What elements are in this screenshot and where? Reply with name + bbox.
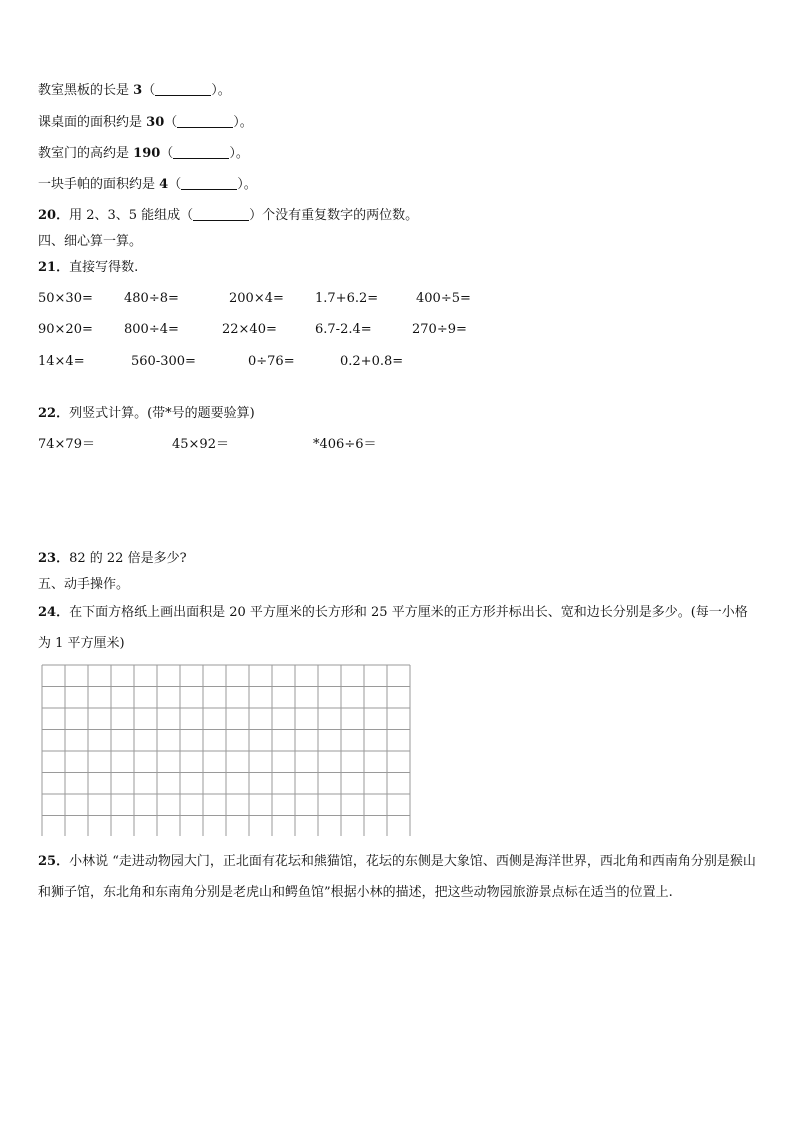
- question-text: ）个没有重复数字的两位数。: [249, 208, 419, 223]
- paren-close: ）。: [237, 177, 257, 192]
- estimate-number: 4: [159, 177, 169, 192]
- vertical-calc-item: 74×79＝: [38, 437, 95, 452]
- answer-blank[interactable]: [173, 145, 229, 159]
- estimate-prefix: 课桌面的面积约是: [38, 115, 143, 130]
- section-4-heading: 四、细心算一算。: [38, 234, 143, 249]
- paren-close: ）。: [229, 146, 249, 161]
- calc-item: 6.7-2.4=: [315, 322, 372, 337]
- question-text: 在下面方格纸上画出面积是 20 平方厘米的长方形和 25 平方厘米的正方形并标出长、宽和边长分别是多少。(每一小格为 1 平方厘米): [38, 605, 748, 651]
- calc-item: 0÷76=: [248, 354, 295, 369]
- calc-item: 50×30=: [38, 291, 93, 306]
- question-23: [38, 550, 187, 568]
- calc-item: 480÷8=: [124, 291, 179, 306]
- calc-item: 0.2+0.8=: [340, 354, 404, 369]
- question-21: [38, 259, 138, 277]
- paren-open: （: [168, 177, 182, 192]
- question-20: [38, 207, 418, 225]
- estimate-line-2: [38, 114, 253, 132]
- question-number: 22．: [38, 406, 70, 421]
- square-grid-paper[interactable]: [41, 664, 413, 836]
- calc-item: 22×40=: [222, 322, 277, 337]
- paren-open: （: [142, 83, 156, 98]
- estimate-number: 190: [133, 146, 161, 161]
- calc-item: 90×20=: [38, 322, 93, 337]
- paren-open: （: [164, 115, 178, 130]
- question-text: 小林说 “走进动物园大门，正北面有花坛和熊猫馆，花坛的东侧是大象馆、西侧是海洋世界，西北角和西南角分别是猴山和狮子馆，东北角和东南角分别是老虎山和鳄鱼馆”根据小林的描述，把这些动物园旅游景点标在适当的位置上.: [38, 854, 756, 900]
- question-text: 直接写得数.: [69, 260, 139, 275]
- paren-open: （: [160, 146, 174, 161]
- calc-item: 270÷9=: [412, 322, 467, 337]
- calc-item: 560-300=: [131, 354, 196, 369]
- estimate-number: 3: [133, 83, 143, 98]
- paren-close: ）。: [233, 115, 253, 130]
- estimate-line-3: [38, 145, 249, 163]
- question-number: 23．: [38, 551, 70, 566]
- question-number: 24．: [38, 605, 70, 620]
- estimate-prefix: 一块手帕的面积约是: [38, 177, 156, 192]
- question-number: 25．: [38, 854, 70, 869]
- estimate-line-4: [38, 176, 257, 194]
- paren-close: ）。: [211, 83, 231, 98]
- answer-blank[interactable]: [181, 176, 237, 190]
- calc-item: 400÷5=: [416, 291, 471, 306]
- question-text: 用 2、3、5 能组成（: [69, 208, 194, 223]
- question-25: [38, 846, 760, 908]
- vertical-calc-item: 45×92＝: [172, 437, 229, 452]
- question-text: 82 的 22 倍是多少?: [69, 551, 187, 566]
- calc-item: 200×4=: [229, 291, 284, 306]
- answer-blank[interactable]: [155, 82, 211, 96]
- question-number: 21．: [38, 260, 70, 275]
- vertical-calc-item: *406÷6＝: [313, 437, 377, 452]
- estimate-number: 30: [146, 115, 165, 130]
- answer-blank[interactable]: [177, 114, 233, 128]
- estimate-prefix: 教室门的高约是: [38, 146, 130, 161]
- estimate-prefix: 教室黑板的长是: [38, 83, 130, 98]
- question-text: 列竖式计算。(带*号的题要验算): [69, 406, 255, 421]
- question-number: 20．: [38, 208, 70, 223]
- calc-item: 1.7+6.2=: [315, 291, 379, 306]
- calc-item: 14×4=: [38, 354, 85, 369]
- calc-item: 800÷4=: [124, 322, 179, 337]
- estimate-line-1: [38, 82, 231, 100]
- question-22: [38, 405, 255, 423]
- question-24: [38, 597, 760, 659]
- answer-blank[interactable]: [193, 207, 249, 221]
- section-5-heading: 五、动手操作。: [38, 577, 130, 592]
